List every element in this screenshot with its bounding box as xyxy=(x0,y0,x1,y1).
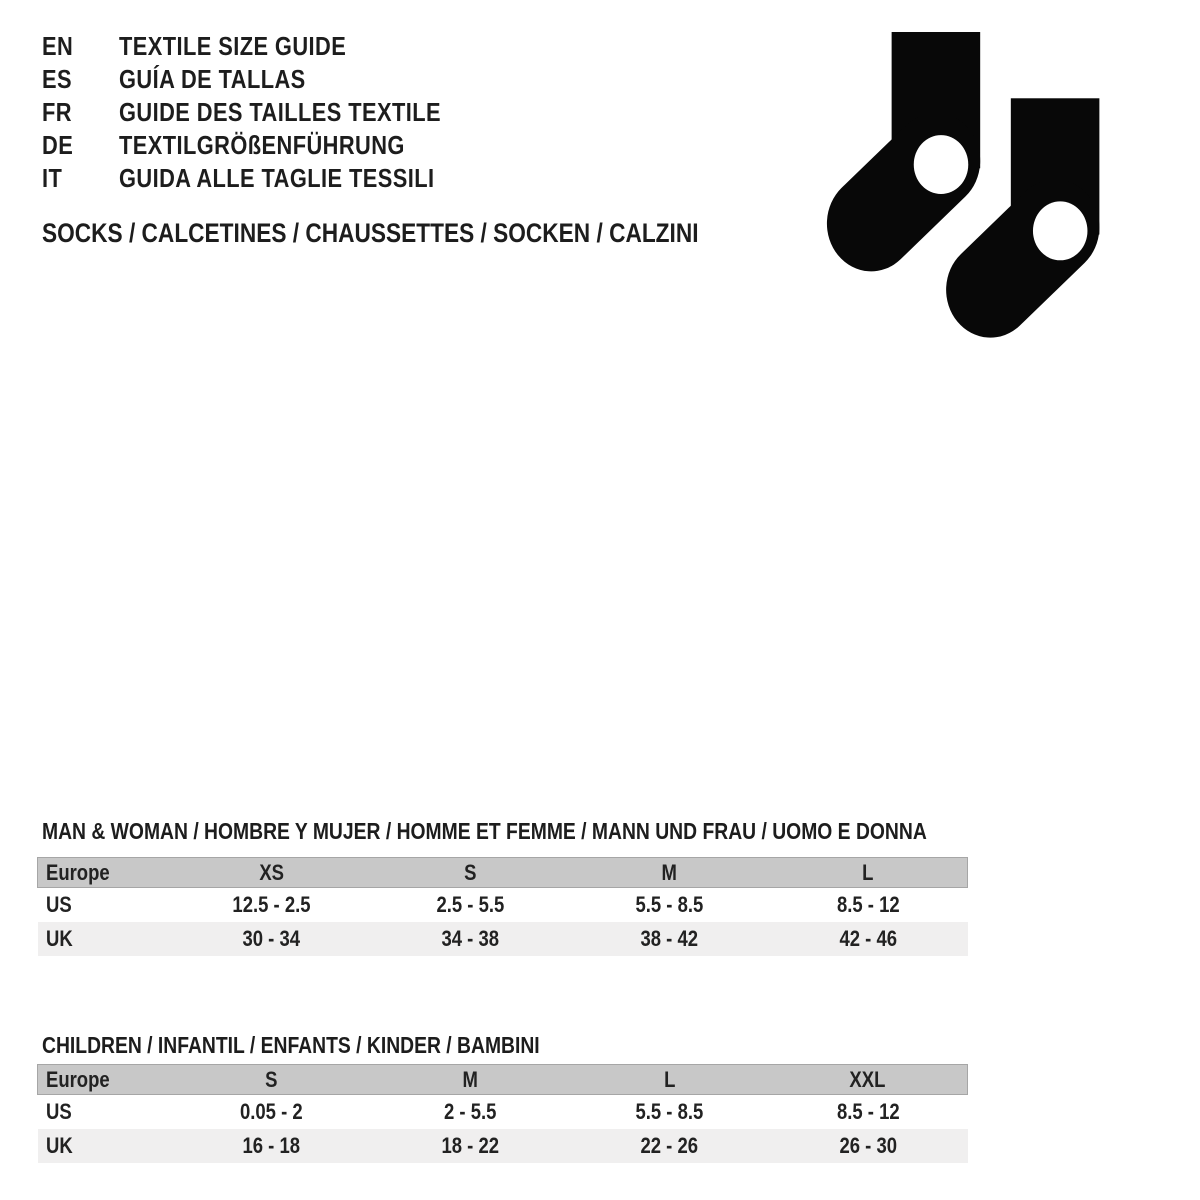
size-value: 0.05 - 2 xyxy=(240,1098,304,1124)
row-label: UK xyxy=(45,925,73,951)
children-title: CHILDREN / INFANTIL / ENFANTS / KINDER / BAMBINI xyxy=(42,1032,540,1058)
man-woman-size-table xyxy=(37,857,968,956)
table-row-us xyxy=(38,1095,968,1129)
language-code: IT xyxy=(42,163,63,193)
socks-icon xyxy=(815,32,1113,345)
sock-left xyxy=(871,32,980,223)
header-cell-region: Europe xyxy=(38,858,173,888)
header-cell-region: Europe xyxy=(38,1065,173,1095)
header-cell-size: XS xyxy=(172,858,371,888)
header-cell-size: M xyxy=(570,858,769,888)
language-code: DE xyxy=(42,130,74,160)
header-cell-size: S xyxy=(371,858,570,888)
language-code: FR xyxy=(42,97,72,127)
size-value: 2.5 - 5.5 xyxy=(436,891,505,917)
language-row-de xyxy=(42,129,502,162)
size-value: 16 - 18 xyxy=(242,1132,301,1158)
row-label: US xyxy=(45,1098,72,1124)
size-value: 12.5 - 2.5 xyxy=(232,891,311,917)
row-label: US xyxy=(45,891,72,917)
header-cell-size: XXL xyxy=(769,1065,968,1095)
header-cell-size: S xyxy=(172,1065,371,1095)
size-value: 38 - 42 xyxy=(640,925,699,951)
size-value: 34 - 38 xyxy=(441,925,500,951)
language-label: GUÍA DE TALLAS xyxy=(119,64,306,94)
table-row-uk xyxy=(38,922,968,956)
header-cell-size: M xyxy=(371,1065,570,1095)
sock-right xyxy=(990,98,1099,289)
size-value: 42 - 46 xyxy=(839,925,897,951)
table-row-us xyxy=(38,888,968,922)
size-value: 30 - 34 xyxy=(242,925,301,951)
size-value: 18 - 22 xyxy=(441,1132,500,1158)
man-woman-title: MAN & WOMAN / HOMBRE Y MUJER / HOMME ET FEMME / MANN UND FRAU / UOMO E DONNA xyxy=(42,818,927,844)
header-cell-size: L xyxy=(769,858,968,888)
size-value: 8.5 - 12 xyxy=(836,891,900,917)
language-row-it xyxy=(42,162,502,195)
size-value: 8.5 - 12 xyxy=(836,1098,900,1124)
size-value: 2 - 5.5 xyxy=(444,1098,497,1124)
table-header-row xyxy=(38,858,968,888)
language-code: EN xyxy=(42,31,74,61)
language-label: GUIDA ALLE TAGLIE TESSILI xyxy=(119,163,435,193)
size-value: 5.5 - 8.5 xyxy=(635,891,704,917)
table-row-uk xyxy=(38,1129,968,1163)
size-value: 26 - 30 xyxy=(839,1132,897,1158)
language-code: ES xyxy=(42,64,72,94)
product-category-line: SOCKS / CALCETINES / CHAUSSETTES / SOCKEN / CALZINI xyxy=(42,218,699,248)
man-woman-section xyxy=(37,818,968,956)
language-row-en xyxy=(42,30,502,63)
language-label: TEXTILE SIZE GUIDE xyxy=(119,31,347,61)
table-header-row xyxy=(38,1065,968,1095)
size-value: 22 - 26 xyxy=(640,1132,699,1158)
children-section xyxy=(37,1032,968,1163)
language-row-es xyxy=(42,63,502,96)
children-size-table xyxy=(37,1064,968,1163)
language-label: GUIDE DES TAILLES TEXTILE xyxy=(119,97,441,127)
language-list xyxy=(42,30,502,195)
language-row-fr xyxy=(42,96,502,129)
row-label: UK xyxy=(45,1132,73,1158)
header-cell-size: L xyxy=(570,1065,769,1095)
language-label: TEXTILGRÖßENFÜHRUNG xyxy=(119,130,405,160)
size-value: 5.5 - 8.5 xyxy=(635,1098,704,1124)
